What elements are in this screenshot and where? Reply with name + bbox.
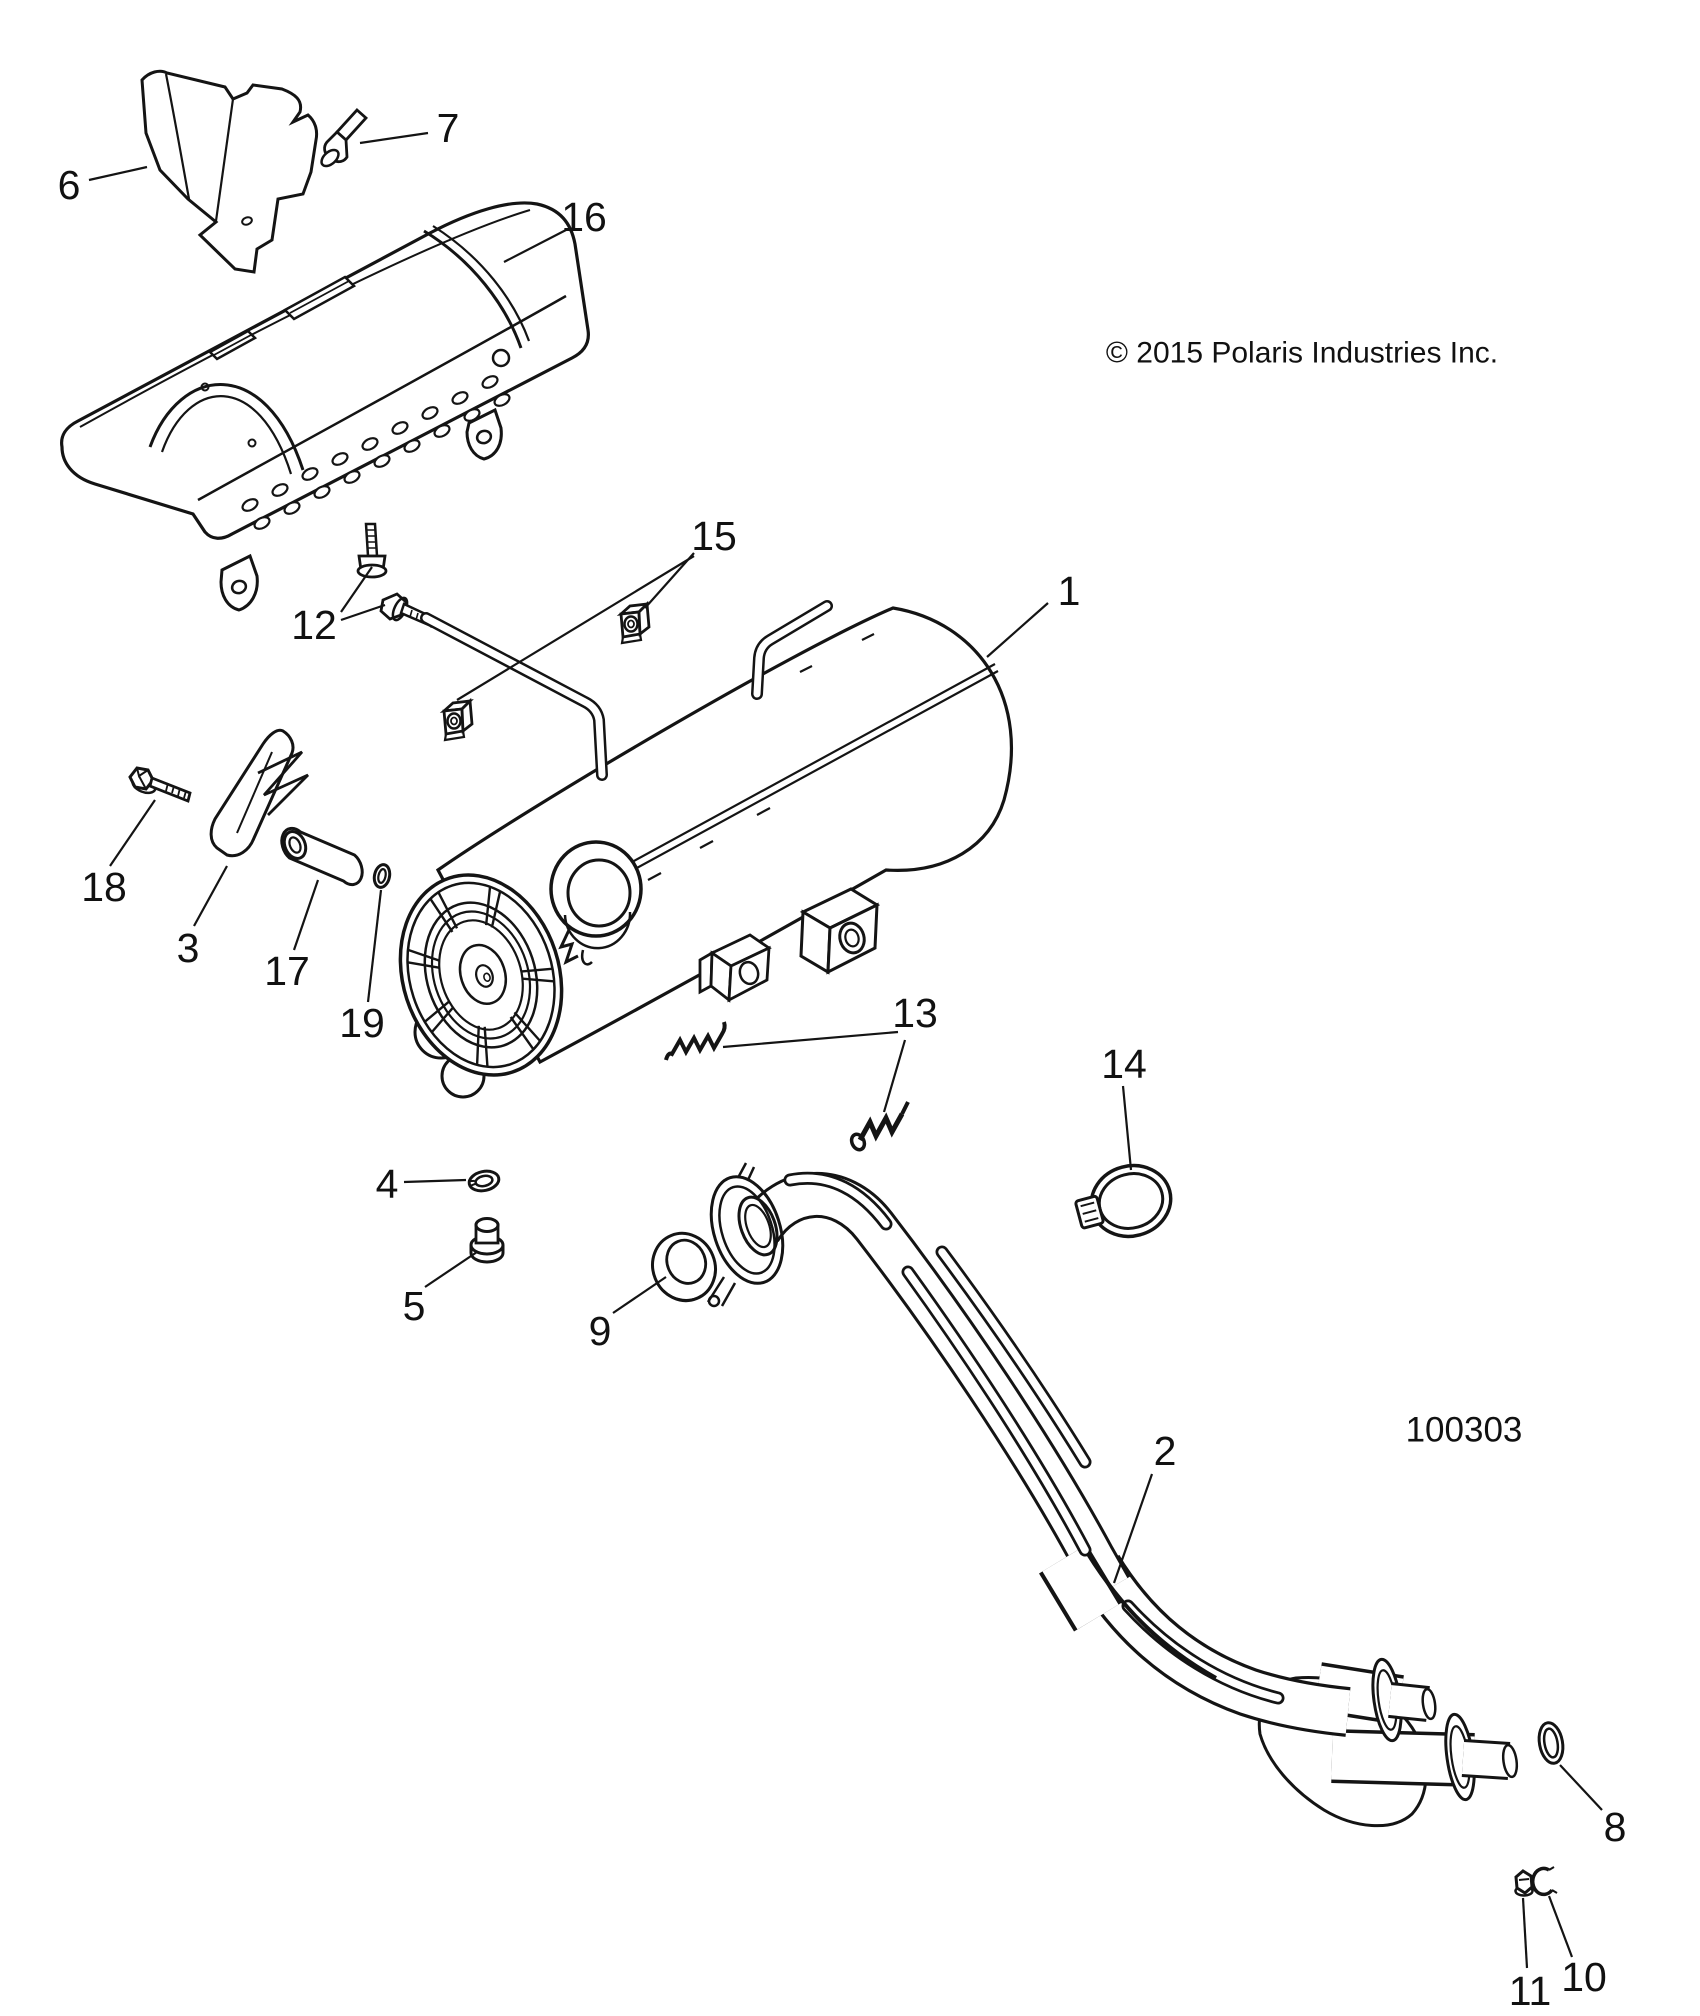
- part-nut-drawing: [1516, 1871, 1533, 1896]
- callout-label-9: 9: [588, 1308, 612, 1354]
- callout-5: [403, 1252, 477, 1329]
- callout-3: [177, 866, 227, 971]
- callout-9-leader: [613, 1277, 666, 1313]
- part-bolt-drawing: [130, 768, 190, 801]
- callout-5-leader: [425, 1252, 477, 1287]
- callout-13-leader: [723, 1032, 898, 1047]
- callout-4-leader: [404, 1180, 466, 1182]
- callout-15: [457, 513, 737, 700]
- callout-7: [360, 105, 459, 151]
- callout-label-7: 7: [436, 105, 460, 151]
- callout-18: [81, 800, 155, 910]
- part-spacer-tube-drawing: [280, 828, 362, 884]
- callout-2: [1114, 1428, 1176, 1583]
- diagram-number: 100303: [1405, 1410, 1523, 1450]
- part-rivet-drawing: [319, 110, 366, 169]
- callout-label-5: 5: [402, 1283, 426, 1329]
- callout-label-11: 11: [1508, 1968, 1552, 2014]
- callout-8-leader: [1560, 1765, 1602, 1810]
- callout-label-12: 12: [291, 602, 337, 648]
- part-hose-clamp-drawing: [1070, 1157, 1179, 1249]
- callout-label-2: 2: [1153, 1428, 1177, 1474]
- callout-11: [1509, 1898, 1552, 2014]
- callout-6-leader: [89, 167, 147, 180]
- callout-19: [339, 890, 385, 1046]
- callout-8: [1560, 1765, 1626, 1850]
- callout-label-19: 19: [339, 1000, 385, 1046]
- part-washer-drawing: [467, 1169, 500, 1194]
- callout-label-14: 14: [1101, 1041, 1147, 1087]
- part-clip-drawing: [1533, 1867, 1557, 1894]
- callout-label-8: 8: [1603, 1804, 1627, 1850]
- callout-13-leader: [884, 1040, 905, 1112]
- callout-6: [58, 162, 147, 208]
- callout-10: [1549, 1896, 1607, 2000]
- callout-15-leader: [457, 556, 694, 700]
- callout-11-leader: [1523, 1898, 1527, 1968]
- callout-label-17: 17: [264, 948, 310, 994]
- callout-7-leader: [360, 133, 428, 143]
- callout-1: [987, 568, 1080, 657]
- callout-14: [1101, 1041, 1147, 1170]
- callout-3-leader: [194, 866, 227, 926]
- callout-18-leader: [110, 800, 155, 866]
- part-plug-drawing: [471, 1219, 503, 1263]
- callout-19-leader: [368, 890, 381, 1002]
- part-small-o-ring-drawing: [372, 863, 391, 889]
- callout-label-10: 10: [1561, 1954, 1607, 2000]
- callout-17-leader: [294, 880, 318, 950]
- part-shield-bracket-drawing: [142, 71, 317, 272]
- callout-17: [264, 880, 318, 994]
- callout-9: [589, 1277, 666, 1354]
- callout-label-1: 1: [1057, 568, 1081, 614]
- callout-12-leader: [341, 567, 372, 612]
- callout-label-3: 3: [176, 925, 200, 971]
- part-o-ring-drawing: [1536, 1721, 1566, 1765]
- callout-label-13: 13: [892, 990, 938, 1036]
- callout-1-leader: [987, 603, 1048, 657]
- callout-10-leader: [1549, 1896, 1572, 1957]
- callout-label-15: 15: [691, 513, 737, 559]
- callout-label-16: 16: [561, 194, 607, 240]
- copyright-notice: © 2015 Polaris Industries Inc.: [1105, 336, 1499, 370]
- part-heat-shield-drawing: [62, 203, 589, 610]
- callout-14-leader: [1123, 1086, 1131, 1170]
- callout-2-leader: [1114, 1474, 1152, 1583]
- callout-label-18: 18: [81, 864, 127, 910]
- part-head-pipe-drawing: [699, 1163, 1519, 1826]
- callout-12-leader: [341, 605, 385, 620]
- callout-13: [723, 990, 938, 1112]
- part-clip-nuts-drawing: [444, 604, 649, 740]
- callout-4: [376, 1161, 466, 1207]
- callout-label-4: 4: [375, 1161, 399, 1207]
- callout-label-6: 6: [57, 162, 81, 208]
- callout-12: [291, 567, 385, 648]
